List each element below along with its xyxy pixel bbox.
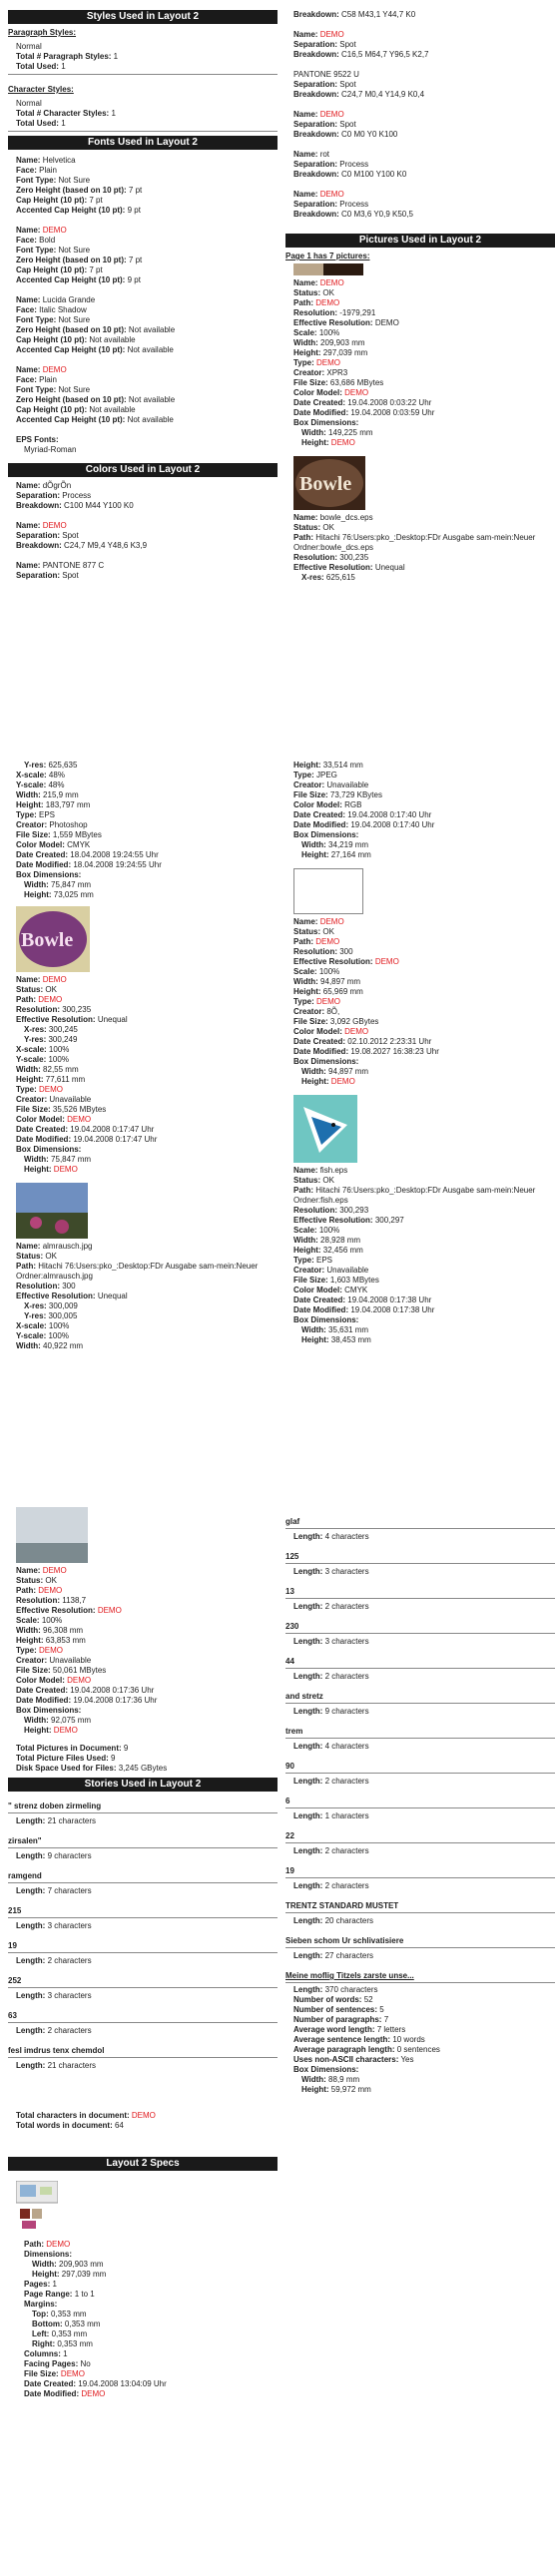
story-entry: fesl imdrus tenx chemdol Length: 21 characters bbox=[8, 2046, 278, 2071]
story-title: Sieben schom Ur schlivatisiere bbox=[285, 1936, 404, 1945]
story-length: 27 characters bbox=[324, 1951, 374, 1960]
eps-font-name: Myriad-Roman bbox=[24, 445, 77, 454]
story-entry: 252 Length: 3 characters bbox=[8, 1976, 278, 2001]
story-entry: " strenz doben zirmeling Length: 21 characters bbox=[8, 1802, 278, 1826]
story-title: 215 bbox=[8, 1906, 22, 1915]
pictures-totals: Total Pictures in Document: 9 Total Picture Files Used: 9 Disk Space Used for Files: 3,245 GBytes bbox=[16, 1744, 168, 1773]
story-entry: 44 Length: 2 characters bbox=[285, 1657, 555, 1682]
almrausch-thumbnail bbox=[16, 1183, 88, 1239]
picture-entry: Name: DEMO Status: OK Path: DEMO Resolution: 300 Effective Resolution: DEMO Scale: 100% Width: 94,897 mm Height: 65,969 mm Type: DEMO Creator: 8Õ, File Size: 3,092 GBytes Color Model: DEMO Date Created: 02.10.2012 2:23:31 Uhr Date Modified: 19.08.2027 16:38:23 Uhr Box Dimensions: Width: 94,897 mm Height: DEMO bbox=[293, 917, 439, 1086]
stories-header: Stories Used in Layout 2 bbox=[8, 1778, 278, 1792]
font-entry: Name: DEMO Face: Plain Font Type: Not Sure Zero Height (based on 10 pt): Not available Cap Height (10 pt): Not available Accented Cap Height (10 pt): Not available bbox=[16, 365, 176, 424]
stories-list-right bbox=[285, 1517, 555, 1961]
svg-text:Bowle: Bowle bbox=[21, 929, 74, 951]
fish-thumbnail bbox=[293, 1095, 357, 1163]
page-pictures-label: Page 1 has 7 pictures: bbox=[285, 252, 370, 260]
font-entry: Name: Helvetica Face: Plain Font Type: Not Sure Zero Height (based on 10 pt): 7 pt Cap Height (10 pt): 7 pt Accented Cap Height (10 pt): 9 pt bbox=[16, 156, 143, 215]
paragraph-style-name: Normal bbox=[16, 42, 42, 51]
story-title: 230 bbox=[285, 1622, 299, 1631]
story-entry: zirsalen" Length: 9 characters bbox=[8, 1836, 278, 1861]
story-length: 2 characters bbox=[324, 1881, 369, 1890]
font-entry: Name: DEMO Face: Bold Font Type: Not Sure Zero Height (based on 10 pt): 7 pt Cap Height (10 pt): 7 pt Accented Cap Height (10 pt): 9 pt bbox=[16, 226, 143, 284]
right-column-top: Breakdown: C58 M43,1 Y44,7 K0 Name: DEMO Separation: Spot Breakdown: C16,5 M64,7 Y96,5 K2,7 PANTONE 9522 U Separation: Spot Breakdown: C24,7 M0,4 Y14,9 K0,4 Name: DEMO Separation: Spot Breakdown: C0 M0 Y0 K100 Name: rot Separation: Process Breakdown: C0 M100 Y100 K0 Name: DEMO Separation: Process Breakdown: C0 M3,6 Y0,9 K50,5 Pictures Used in Layout 2 Page 1 has 7 pictures: Name: DEMO Status: OK Path: DEMO Resolution: -1979,291 Effective Resolution: DEMO Scale: 100% Width: 209,903 mm Height: 297,039 mm Type: DEMO Creator: XPR3 File Size: 63,686 MBytes Color Model: DEMO Date Created: 19.04.2008 0:03:22 Uhr Date Modified: 19.04.2008 0:03:59 Uhr Box Dimensions: Width: 149,225 mm Height: DEMO Bowle Name: bowle_dcs.eps Status: OK Path: Hitachi 76:Users:pko_:Desktop:FDr Ausgabe sam-mein:Neuer Ordner:bowle_dcs.eps Resolution: 300,235 Effective Resolution: Unequal X-res: 625,615 bbox=[285, 10, 555, 583]
layout-thumbnail bbox=[16, 2181, 58, 2231]
story-entry: trem Length: 4 characters bbox=[285, 1727, 555, 1752]
eps-fonts-label: EPS Fonts: bbox=[16, 435, 59, 444]
story-entry: 230 Length: 3 characters bbox=[285, 1622, 555, 1647]
story-title: ramgend bbox=[8, 1871, 42, 1880]
color-entry: Name: DEMO Separation: Spot Breakdown: C0 M0 Y0 K100 bbox=[293, 110, 398, 139]
right-column-middle bbox=[285, 761, 555, 1345]
color-entry: Name: rot Separation: Process Breakdown: C0 M100 Y100 K0 bbox=[293, 150, 407, 179]
story-entry: 125 Length: 3 characters bbox=[285, 1552, 555, 1577]
story-length: 2 characters bbox=[324, 1672, 369, 1681]
story-title: zirsalen" bbox=[8, 1836, 42, 1845]
color-entry: Name: PANTONE 877 C Separation: Spot bbox=[16, 561, 105, 580]
picture-entry: Name: fish.eps Status: OK Path: Hitachi 76:Users:pko_:Desktop:FDr Ausgabe sam-mein:Neuer Ordner:fish.eps Resolution: 300,293 Effective Resolution: 300,297 Scale: 100% Width: 28,928 mm Height: 32,456 mm Type: EPS Creator: Unavailable File Size: 1,603 MBytes Color Model: CMYK Date Created: 19.04.2008 0:17:38 Uhr Date Modified: 19.04.2008 0:17:38 Uhr Box Dimensions: Width: 35,631 mm Height: 38,453 mm bbox=[293, 1166, 536, 1344]
story-title: fesl imdrus tenx chemdol bbox=[8, 2046, 105, 2055]
right-column-bottom bbox=[285, 1507, 555, 2095]
story-title: 44 bbox=[285, 1657, 294, 1666]
color-entry: Name: DEMO Separation: Spot Breakdown: C16,5 M64,7 Y96,5 K2,7 bbox=[293, 30, 429, 59]
story-entry: 63 Length: 2 characters bbox=[8, 2011, 278, 2036]
font-entry: Name: Lucida Grande Face: Italic Shadow Font Type: Not Sure Zero Height (based on 10 pt): Not available Cap Height (10 pt): Not available Accented Cap Height (10 pt): Not available bbox=[16, 295, 176, 354]
paragraph-style-used: 1 bbox=[61, 62, 66, 71]
color-entry: Name: dÕgrÕn Separation: Process Breakdown: C100 M44 Y100 K0 bbox=[16, 481, 134, 510]
story-length: 4 characters bbox=[324, 1532, 369, 1541]
picture-entry-continued: Y-res: 625,635 X-scale: 48% Y-scale: 48% Width: 215,9 mm Height: 183,797 mm Type: EPS Creator: Photoshop File Size: 1,559 MBytes Color Model: CMYK Date Created: 18.04.2008 19:24:55 Uhr Date Modified: 18.04.2008 19:24:55 Uhr Box Dimensions: Width: 75,847 mm Height: 73,025 mm bbox=[16, 761, 162, 899]
story-length: 2 characters bbox=[324, 1777, 369, 1786]
layout-specs: Path: DEMO Dimensions: Width: 209,903 mm Height: 297,039 mm Pages: 1 Page Range: 1 to 1 Margins: Top: 0,353 mm Bottom: 0,353 mm Left: 0,353 mm Right: 0,353 mm Columns: 1 Facing Pages: No File Size: DEMO Date Created: 19.04.2008 13:04:09 Uhr Date Modified: DEMO bbox=[24, 2240, 167, 2398]
picture-entry: Name: DEMO Status: OK Path: DEMO Resolution: 300,235 Effective Resolution: Unequal X-res: 300,245 Y-res: 300,249 X-scale: 100% Y-scale: 100% Width: 82,55 mm Height: 77,611 mm Type: DEMO Creator: Unavailable File Size: 35,526 MBytes Color Model: DEMO Date Created: 19.04.2008 0:17:47 Uhr Date Modified: 19.04.2008 0:17:47 Uhr Box Dimensions: Width: 75,847 mm Height: DEMO bbox=[16, 975, 158, 1174]
story-title: 6 bbox=[285, 1797, 290, 1805]
paragraph-style-total: 1 bbox=[113, 52, 119, 61]
story-entry: ramgend Length: 7 characters bbox=[8, 1871, 278, 1896]
bowle-thumbnail bbox=[293, 456, 365, 510]
story-length: 7 characters bbox=[47, 1886, 92, 1895]
story-length: 3 characters bbox=[47, 1991, 92, 2000]
story-title: 252 bbox=[8, 1976, 22, 1985]
picture-entry: Name: almrausch.jpg Status: OK Path: Hitachi 76:Users:pko_:Desktop:FDr Ausgabe sam-mein:Neuer Ordner:almrausch.jpg Resolution: 300 Effective Resolution: Unequal X-res: 300,009 Y-res: 300,005 X-scale: 100% Y-scale: 100% Width: 40,922 mm bbox=[16, 1242, 259, 1350]
story-length: 9 characters bbox=[47, 1851, 92, 1860]
story-entry: 90 Length: 2 characters bbox=[285, 1762, 555, 1787]
paragraph-styles-heading: Paragraph Styles: bbox=[8, 28, 77, 37]
story-entry: TRENTZ STANDARD MUSTET Length: 20 characters bbox=[285, 1901, 555, 1926]
fonts-header: Fonts Used in Layout 2 bbox=[8, 136, 278, 150]
story-length: 3 characters bbox=[324, 1637, 369, 1646]
picture-entry: Name: bowle_dcs.eps Status: OK Path: Hitachi 76:Users:pko_:Desktop:FDr Ausgabe sam-mein:Neuer Ordner:bowle_dcs.eps Resolution: 300,235 Effective Resolution: Unequal X-res: 625,615 bbox=[293, 513, 536, 582]
document-totals: Total characters in document: DEMO Total words in document: 64 bbox=[16, 2111, 156, 2130]
story-length: 2 characters bbox=[324, 1846, 369, 1855]
story-length: 4 characters bbox=[324, 1742, 369, 1751]
story-entry: Meine moflig Titzels zarste unse... Length: 370 characters Number of words: 52 Number of sentences: 5 Number of paragraphs: 7 Average word length: 7 letters Average sentence length: 10 words Average paragraph length: 0 sentences Uses non-ASCII characters: Yes Box Dimensions: Width: 88,9 mm Height: 59,972 mm bbox=[285, 1971, 555, 2095]
story-length: 3 characters bbox=[47, 1921, 92, 1930]
story-length: 20 characters bbox=[324, 1916, 374, 1925]
picture-entry: Name: DEMO Status: OK Path: DEMO Resolution: -1979,291 Effective Resolution: DEMO Scale: 100% Width: 209,903 mm Height: 297,039 mm Type: DEMO Creator: XPR3 File Size: 63,686 MBytes Color Model: DEMO Date Created: 19.04.2008 0:03:22 Uhr Date Modified: 19.04.2008 0:03:59 Uhr Box Dimensions: Width: 149,225 mm Height: DEMO bbox=[293, 278, 435, 447]
picture-thumbnail bbox=[293, 263, 363, 275]
picture-thumbnail bbox=[16, 1507, 88, 1563]
color-entry: Name: DEMO Separation: Process Breakdown: C0 M3,6 Y0,9 K50,5 bbox=[293, 190, 413, 219]
story-length: 2 characters bbox=[47, 1956, 92, 1965]
story-length: 21 characters bbox=[47, 2061, 97, 2070]
left-column-top: Styles Used in Layout 2 Paragraph Styles: Normal Total # Paragraph Styles: 1 Total Used: 1 Character Styles: Normal Total # Character Styles: 1 Total Used: 1 Fonts Used in Layout 2 Name: Helvetica Face: Plain Font Type: Not Sure Zero Height (based on 10 pt): 7 pt Cap Height (10 pt): 7 pt Accented Cap Height (10 pt): 9 pt Name: DEMO Face: Bold Font Type: Not Sure Zero Height (based on 10 pt): 7 pt Cap Height (10 pt): 7 pt Accented Cap Height (10 pt): 9 pt Name: Lucida Grande Face: Italic Shadow Font Type: Not Sure Zero Height (based on 10 pt): Not available Cap Height (10 pt): Not available Accented Cap Height (10 pt): Not available Name: DEMO Face: Plain Font Type: Not Sure Zero Height (based on 10 pt): Not available Cap Height (10 pt): Not available Accented Cap Height (10 pt): Not available EPS Fonts: Myriad-Roman Colors Used in Layout 2 Name: dÕgrÕn Separation: Process Breakdown: C100 M44 Y100 K0 Name: DEMO Separation: Spot Breakdown: C24,7 M9,4 Y48,6 K3,9 Name: PANTONE 877 C Separation: Spot bbox=[8, 10, 278, 581]
story-entry: 19 Length: 2 characters bbox=[8, 1941, 278, 1966]
story-length: 3 characters bbox=[324, 1567, 369, 1576]
story-title: TRENTZ STANDARD MUSTET bbox=[285, 1901, 399, 1910]
story-entry: 215 Length: 3 characters bbox=[8, 1906, 278, 1931]
story-title: 19 bbox=[8, 1941, 17, 1950]
left-column-bottom bbox=[8, 1507, 278, 2399]
picture-entry-continued: Height: 33,514 mm Type: JPEG Creator: Unavailable File Size: 73,729 KBytes Color Model: RGB Date Created: 19.04.2008 0:17:40 Uhr Date Modified: 19.04.2008 0:17:40 Uhr Box Dimensions: Width: 34,219 mm Height: 27,164 mm bbox=[293, 761, 435, 859]
story-title: 63 bbox=[8, 2011, 17, 2020]
story-length: 9 characters bbox=[324, 1707, 369, 1716]
pictures-header: Pictures Used in Layout 2 bbox=[285, 234, 555, 248]
story-entry: 22 Length: 2 characters bbox=[285, 1831, 555, 1856]
colors-header: Colors Used in Layout 2 bbox=[8, 463, 278, 477]
story-title: 90 bbox=[285, 1762, 294, 1771]
story-entry: glaf Length: 4 characters bbox=[285, 1517, 555, 1542]
svg-text:Bowle: Bowle bbox=[299, 473, 352, 495]
story-entry: 6 Length: 1 characters bbox=[285, 1797, 555, 1821]
story-title: 19 bbox=[285, 1866, 294, 1875]
color-entry: Name: DEMO Separation: Spot Breakdown: C24,7 M9,4 Y48,6 K3,9 bbox=[16, 521, 148, 550]
story-title: 125 bbox=[285, 1552, 299, 1561]
story-entry: Sieben schom Ur schlivatisiere Length: 27 characters bbox=[285, 1936, 555, 1961]
picture-thumbnail bbox=[293, 868, 363, 914]
story-entry: 13 Length: 2 characters bbox=[285, 1587, 555, 1612]
story-length: 2 characters bbox=[324, 1602, 369, 1611]
story-entry: and stretz Length: 9 characters bbox=[285, 1692, 555, 1717]
character-style-name: Normal bbox=[16, 99, 42, 108]
left-column-middle bbox=[8, 761, 278, 1351]
story-length: 2 characters bbox=[47, 2026, 92, 2035]
specs-header: Layout 2 Specs bbox=[8, 2157, 278, 2171]
story-title: 22 bbox=[285, 1831, 294, 1840]
character-styles-heading: Character Styles: bbox=[8, 85, 74, 94]
story-entry: 19 Length: 2 characters bbox=[285, 1866, 555, 1891]
story-title: glaf bbox=[285, 1517, 300, 1526]
story-title: and stretz bbox=[285, 1692, 323, 1701]
story-title: 13 bbox=[285, 1587, 294, 1596]
picture-entry: Name: DEMO Status: OK Path: DEMO Resolution: 1138,7 Effective Resolution: DEMO Scale: 100% Width: 96,308 mm Height: 63,853 mm Type: DEMO Creator: Unavailable File Size: 50,061 MBytes Color Model: DEMO Date Created: 19.04.2008 0:17:36 Uhr Date Modified: 19.04.2008 0:17:36 Uhr Box Dimensions: Width: 92,075 mm Height: DEMO bbox=[16, 1566, 158, 1735]
stories-list-left bbox=[8, 1802, 278, 2071]
color-entry: PANTONE 9522 U Separation: Spot Breakdown: C24,7 M0,4 Y14,9 K0,4 bbox=[293, 70, 425, 99]
bowle-thumbnail bbox=[16, 906, 90, 972]
styles-header: Styles Used in Layout 2 bbox=[8, 10, 278, 24]
story-title: trem bbox=[285, 1727, 303, 1736]
story-title: " strenz doben zirmeling bbox=[8, 1802, 102, 1810]
story-length: 21 characters bbox=[47, 1816, 97, 1825]
story-length: 1 characters bbox=[324, 1811, 369, 1820]
